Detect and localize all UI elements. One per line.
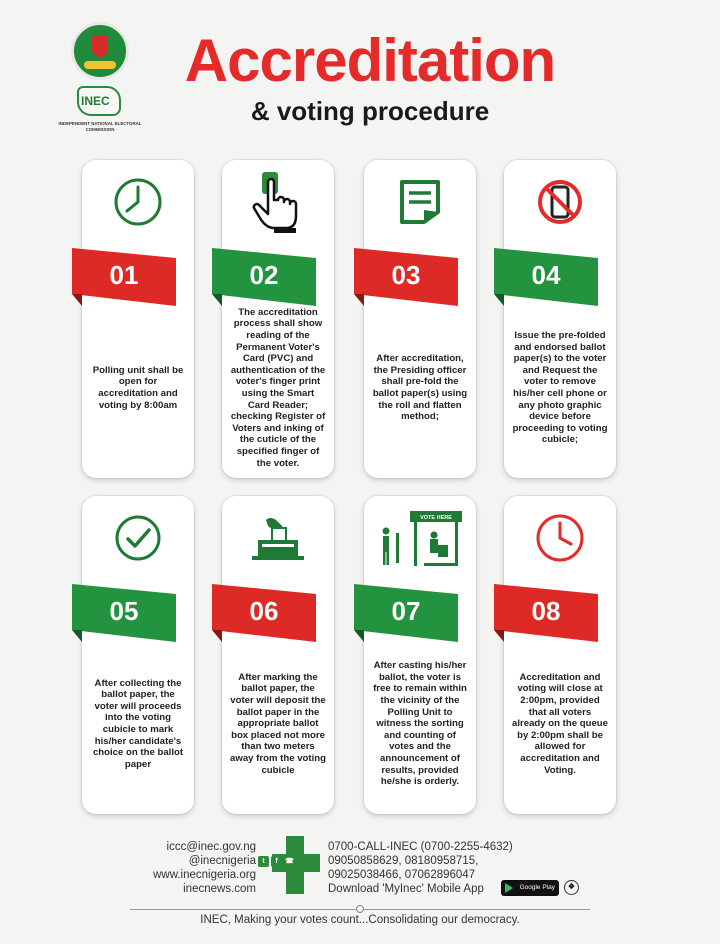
- blackberry-icon[interactable]: ❖: [564, 880, 579, 895]
- step-description: After casting his/her ballot, the voter is free to remain within the vicinity of the Polling Unit to witness the sorting and counting of votes and the announcement of results, provided he/she is orderly.: [373, 660, 467, 788]
- clock-icon: [504, 496, 616, 580]
- step-description: After marking the ballot paper, the voter will deposit the ballot paper in the appropriate ballot box placed not more than two meters away from the voting cubicle: [230, 671, 326, 776]
- phone-icon[interactable]: ☎: [285, 858, 294, 865]
- step-description: The accreditation process shall show reading of the Permanent Voter's Card (PVC) and authentication of the voter's finger print using the Smart Card Reader; checking Register of Voters and inking of the cuticle of the specified finger of the voter.: [230, 306, 326, 469]
- divider-dot: [356, 905, 364, 913]
- step-card-03: [364, 160, 476, 478]
- step-card-06: [222, 496, 334, 814]
- step-ribbon: [354, 248, 458, 306]
- page-title: Accreditation: [184, 27, 556, 94]
- no-phone-icon: [504, 160, 616, 244]
- finger-touch-icon: [222, 160, 334, 244]
- step-ribbon: [494, 248, 598, 306]
- app-download-text: Download 'MyInec' Mobile App: [328, 883, 484, 895]
- ballot-box-icon: [222, 496, 334, 580]
- vote-here-sign: VOTE HERE: [420, 515, 452, 521]
- social-handle[interactable]: @inecnigeria: [188, 855, 256, 867]
- step-number: 02: [249, 260, 279, 290]
- ballot-paper-icon: [364, 160, 476, 244]
- step-number: 05: [109, 596, 139, 626]
- step-ribbon: [494, 584, 598, 642]
- step-ribbon: [72, 248, 176, 306]
- phone-line: 0700-CALL-INEC (0700-2255-4632): [328, 841, 513, 853]
- step-card-01: [82, 160, 194, 478]
- clock-icon: [82, 160, 194, 244]
- step-description: After accreditation, the Presiding officer shall pre-fold the ballot paper(s) using the roll and flatten method;: [372, 353, 468, 423]
- step-number: 08: [531, 596, 561, 626]
- step-ribbon: [212, 248, 316, 306]
- step-number: 01: [109, 260, 139, 290]
- step-number: 07: [391, 596, 421, 626]
- step-ribbon: [354, 584, 458, 642]
- facebook-icon[interactable]: f: [271, 856, 282, 867]
- step-card-07: [364, 496, 476, 814]
- twitter-icon[interactable]: t: [258, 856, 269, 867]
- checkmark-icon: [82, 496, 194, 580]
- voting-booth-icon: [364, 496, 476, 580]
- logo-text: INEC: [81, 94, 110, 108]
- google-play-badge[interactable]: Google Play: [501, 880, 559, 896]
- footer-tagline: INEC, Making your votes count...Consolidating our democracy.: [200, 914, 520, 926]
- step-description: Issue the pre-folded and endorsed ballot paper(s) to the voter and Request the voter to remove his/her cell phone or any photo graphic device before proceeding to voting cubicle;: [512, 330, 608, 446]
- website-link[interactable]: www.inecnigeria.org: [153, 869, 256, 881]
- step-ribbon: [72, 584, 176, 642]
- step-card-02: [222, 160, 334, 478]
- step-number: 06: [249, 596, 279, 626]
- social-icons: [258, 856, 312, 870]
- step-card-04: [504, 160, 616, 478]
- step-description: Polling unit shall be open for accreditation and voting by 8:00am: [92, 364, 184, 411]
- logo-subtext: INDEPENDENT NATIONAL ELECTORAL COMMISSION: [58, 121, 142, 132]
- step-description: After collecting the ballot paper, the voter will proceeds into the voting cubicle to mark his/her candidate's choice on the ballot paper: [92, 677, 184, 770]
- step-number: 04: [531, 260, 561, 290]
- step-number: 03: [391, 260, 421, 290]
- page-subtitle: & voting procedure: [250, 96, 490, 126]
- email-link[interactable]: iccc@inec.gov.ng: [166, 841, 256, 853]
- step-card-08: [504, 496, 616, 814]
- phone-line: 09025038466, 07062896047: [328, 869, 476, 881]
- step-description: Accreditation and voting will close at 2:00pm, provided that all voters already on the queue by 2:00pm shall be allowed for accreditation and Voting.: [512, 671, 608, 776]
- footer-contacts: [90, 840, 256, 896]
- step-card-05: [82, 496, 194, 814]
- step-ribbon: [212, 584, 316, 642]
- phone-line: 09050858629, 08180958715,: [328, 855, 479, 867]
- news-link[interactable]: inecnews.com: [183, 883, 256, 895]
